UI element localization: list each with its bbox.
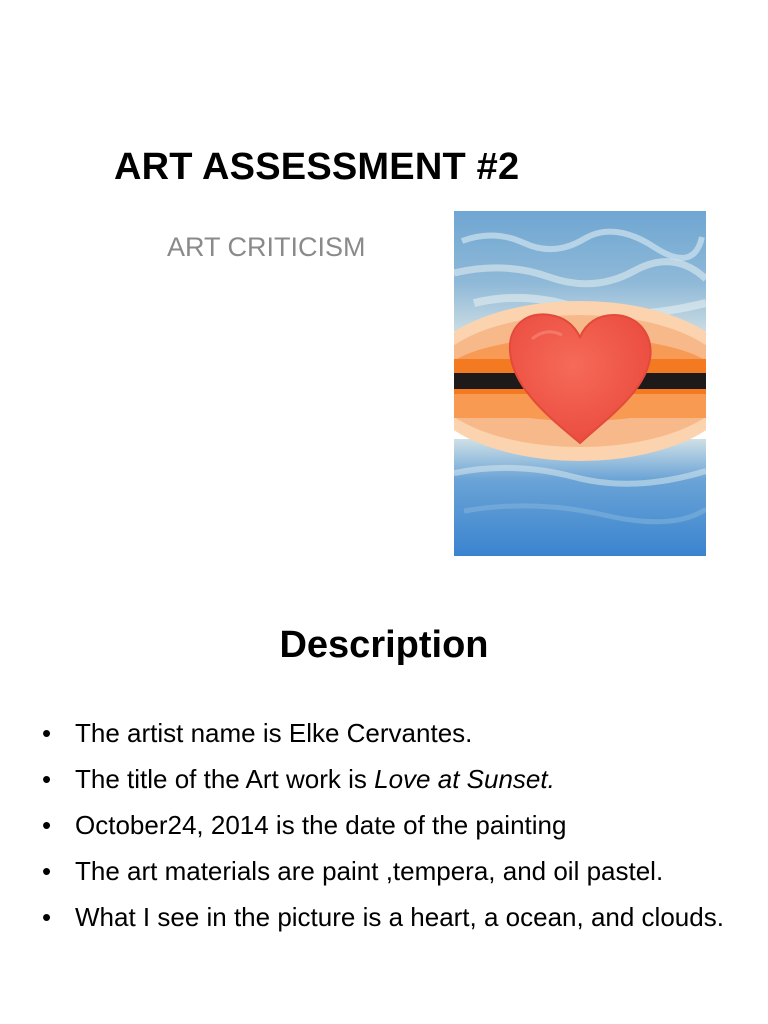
list-item-text: The artist name is Elke Cervantes. <box>75 718 473 748</box>
list-item <box>42 714 732 752</box>
bullet-glyph: • <box>42 718 52 748</box>
description-slide <box>0 600 768 1024</box>
description-heading: Description <box>279 624 489 666</box>
list-item-text: What I see in the picture is a heart, a ocean, and clouds. <box>75 902 724 932</box>
page-subtitle: ART CRITICISM <box>167 232 366 262</box>
description-list <box>42 714 732 944</box>
list-item-text: The title of the Art work is <box>75 764 375 794</box>
list-item <box>42 898 732 936</box>
bullet-glyph: • <box>42 810 52 840</box>
list-item <box>42 760 732 798</box>
list-item-text: The art materials are paint ,tempera, and oil pastel. <box>75 856 664 886</box>
page-title: ART ASSESSMENT #2 <box>114 146 520 188</box>
painting-image <box>454 211 706 556</box>
list-item <box>42 806 732 844</box>
bullet-glyph: • <box>42 856 52 886</box>
list-item <box>42 852 732 890</box>
bullet-glyph: • <box>42 902 52 932</box>
artwork-title: Love at Sunset. <box>374 764 555 794</box>
bullet-glyph: • <box>42 764 52 794</box>
list-item-text: October24, 2014 is the date of the painting <box>75 810 567 840</box>
